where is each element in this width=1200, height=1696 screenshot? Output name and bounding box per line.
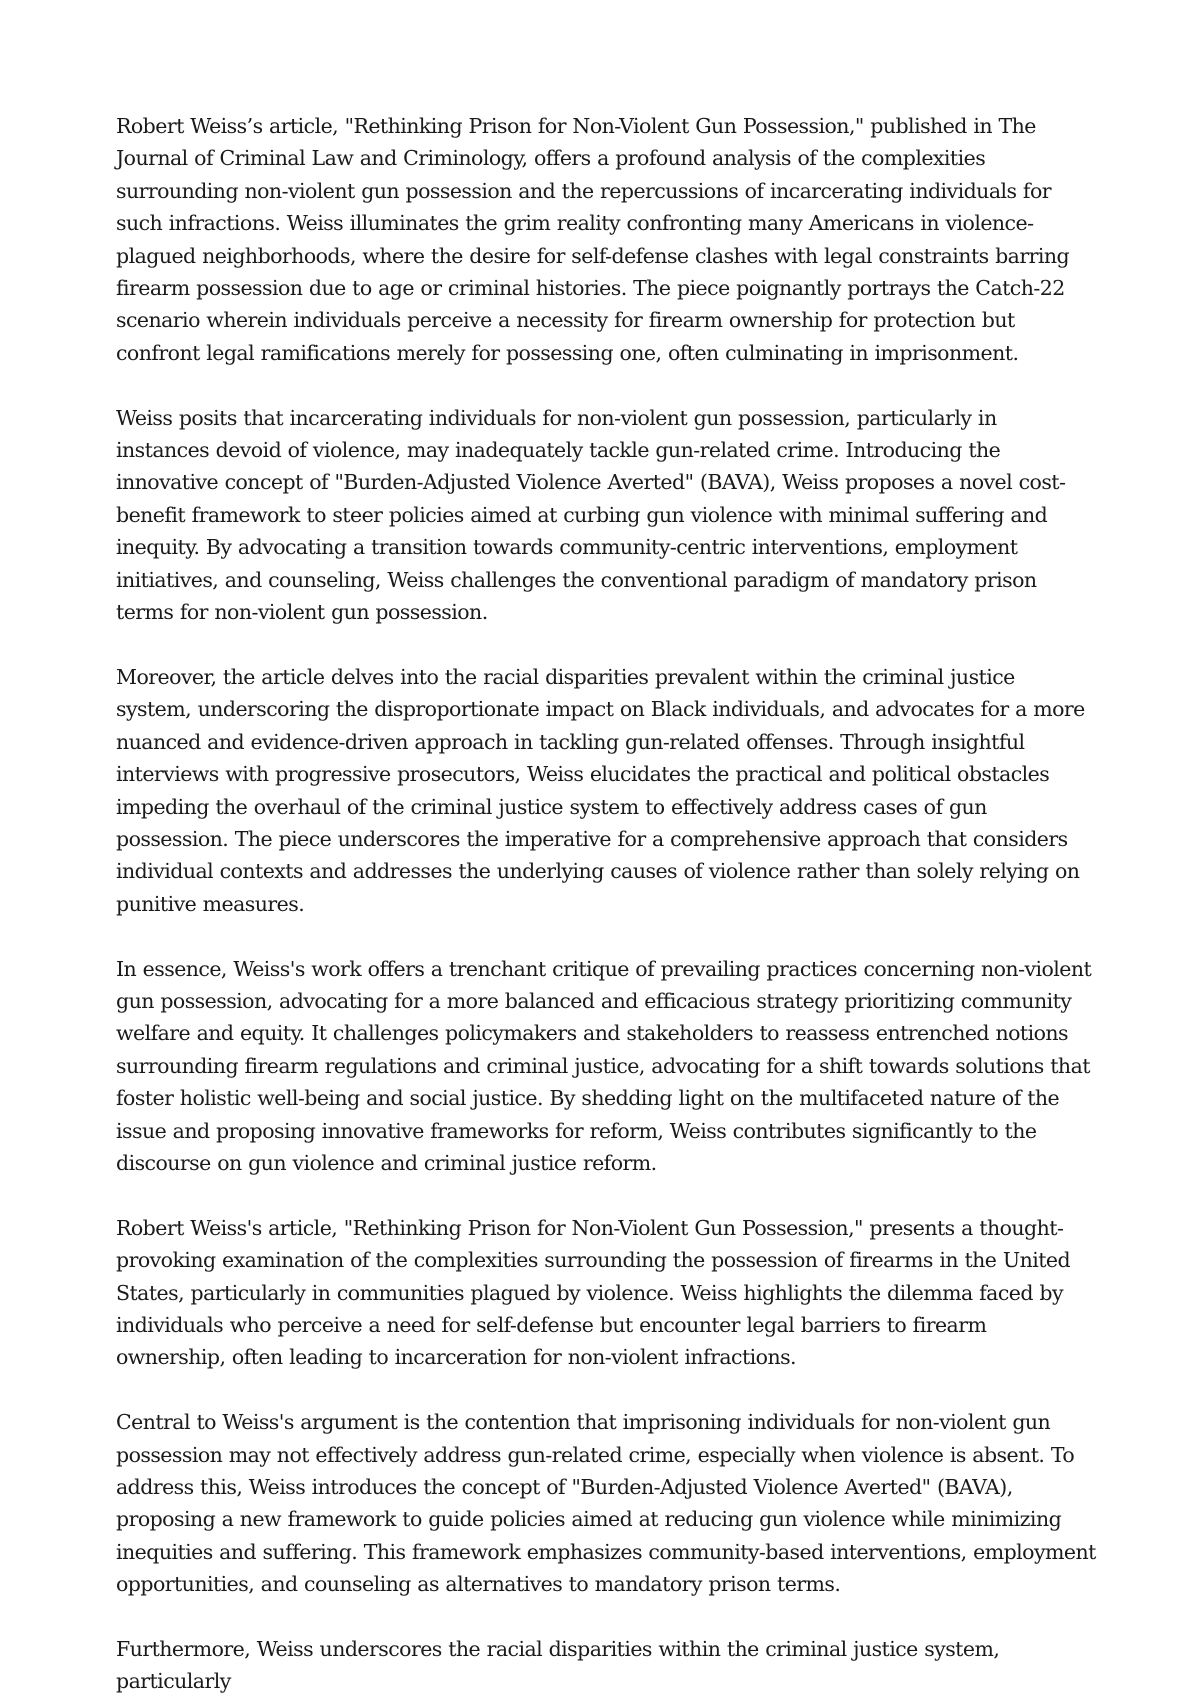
paragraph-3: Moreover, the article delves into the racial disparities prevalent within the criminal justice system, underscoring the disproportionate impact on Black individuals, and advocates for a more nuanced and evidence-driven approach in tackling gun-related offenses. Through insightful interviews with progressive prosecutors, Weiss elucidates the practical and political obstacles impeding the overhaul of the criminal justice system to effectively address cases of gun possession. The piece underscores the imperative for a comprehensive approach that considers individual contexts and addresses the underlying causes of violence rather than solely relying on punitive measures. [116, 664, 1085, 916]
paragraph-4: In essence, Weiss's work offers a trenchant critique of prevailing practices concerning non-violent gun possession, advocating for a more balanced and efficacious strategy prioritizing community welfare and equity. It challenges policymakers and stakeholders to reassess entrenched notions surrounding firearm regulations and criminal justice, advocating for a shift towards solutions that foster holistic well-being and social justice. By shedding light on the multifaceted nature of the issue and proposing innovative frameworks for reform, Weiss contributes significantly to the discourse on gun violence and criminal justice reform. [116, 956, 1092, 1175]
paragraph-2: Weiss posits that incarcerating individuals for non-violent gun possession, particularly in instances devoid of violence, may inadequately tackle gun-related crime. Introducing the innovative concept of "Burden-Adjusted Violence Averted" (BAVA), Weiss proposes a novel cost-benefit framework to steer policies aimed at curbing gun violence with minimal suffering and inequity. By advocating a transition towards community-centric interventions, employment initiatives, and counseling, Weiss challenges the conventional paradigm of mandatory prison terms for non-violent gun possession. [116, 405, 1066, 625]
paragraph-6: Central to Weiss's argument is the contention that imprisoning individuals for non-violent gun possession may not effectively address gun-related crime, especially when violence is absent. To address this, Weiss introduces the concept of "Burden-Adjusted Violence Averted" (BAVA), proposing a new framework to guide policies aimed at reducing gun violence while minimizing inequities and suffering. This framework emphasizes community-based interventions, employment opportunities, and counseling as alternatives to mandatory prison terms. [116, 1410, 1096, 1597]
paragraph-7: Furthermore, Weiss underscores the racial disparities within the criminal justice system, particularly [116, 1637, 1000, 1694]
document-body [116, 110, 1096, 1696]
paragraph-5: Robert Weiss's article, "Rethinking Prison for Non-Violent Gun Possession," presents a thought-provoking examination of the complexities surrounding the possession of firearms in the United States, particularly in communities plagued by violence. Weiss highlights the dilemma faced by individuals who perceive a need for self-defense but encounter legal barriers to firearm ownership, often leading to incarceration for non-violent infractions. [116, 1215, 1071, 1370]
paragraph-1: Robert Weiss’s article, "Rethinking Prison for Non-Violent Gun Possession," published in The Journal of Criminal Law and Criminology, offers a profound analysis of the complexities surrounding non-violent gun possession and the repercussions of incarcerating individuals for such infractions. Weiss illuminates the grim reality confronting many Americans in violence-plagued neighborhoods, where the desire for self-defense clashes with legal constraints barring firearm possession due to age or criminal histories. The piece poignantly portrays the Catch-22 scenario wherein individuals perceive a necessity for firearm ownership for protection but confront legal ramifications merely for possessing one, often culminating in imprisonment. [116, 114, 1070, 365]
